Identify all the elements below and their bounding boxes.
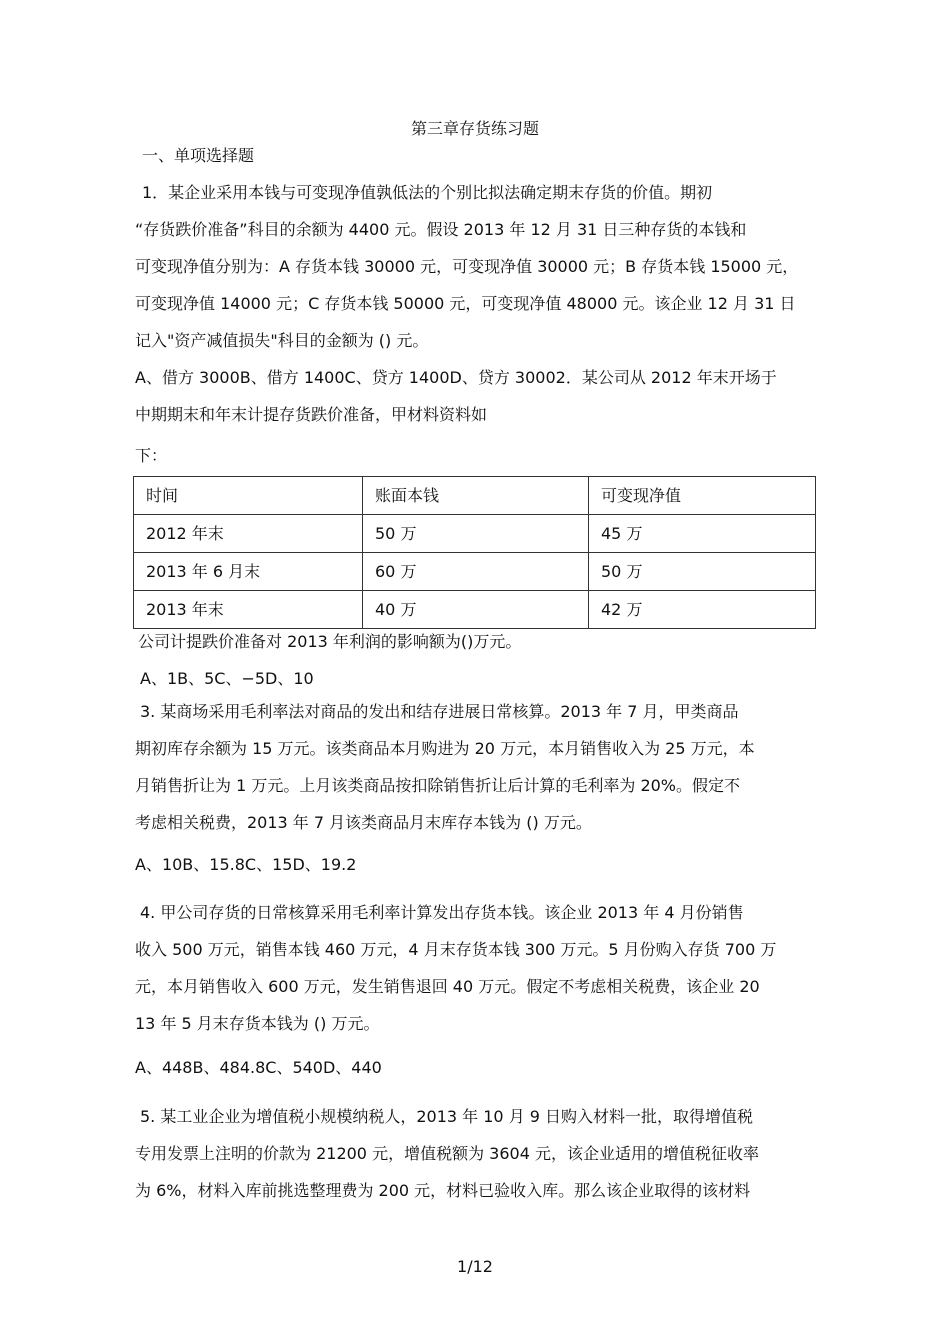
q3-line-4: 考虑相关税费，2013 年 7 月该类商品月末库存本钱为 () 万元。 [135, 813, 592, 832]
table-cell: 2013 年末 [134, 591, 363, 629]
q3-options: A、10B、15.8C、15D、19.2 [135, 855, 357, 874]
q1-line-1: 1．某企业采用本钱与可变现净值孰低法的个别比拟法确定期末存货的价值。期初 [142, 183, 713, 202]
table-header-cell: 可变现净值 [589, 477, 816, 515]
q2-options: A、1B、5C、−5D、10 [140, 669, 314, 688]
section-heading: 一、单项选择题 [142, 146, 255, 165]
q5-line-1: 5. 某工业企业为增值税小规模纳税人，2013 年 10 月 9 日购入材料一批，取得增值税 [140, 1107, 754, 1126]
document-title: 第三章存货练习题 [410, 119, 539, 138]
table-cell: 42 万 [589, 591, 816, 629]
q2-question-line: 公司计提跌价准备对 2013 年利润的影响额为()万元。 [138, 632, 522, 651]
q2-line-2: 中期期末和年末计提存货跌价准备，甲材料资料如 [135, 405, 488, 424]
q1-line-2: “存货跌价准备”科目的余额为 4400 元。假设 2013 年 12 月 31 日三种存货的本钱和 [135, 220, 747, 239]
table-row [134, 591, 816, 629]
q4-options: A、448B、484.8C、540D、440 [135, 1058, 382, 1077]
table-row [134, 515, 816, 553]
table-cell: 2012 年末 [134, 515, 363, 553]
q4-line-3: 元，本月销售收入 600 万元，发生销售退回 40 万元。假定不考虑相关税费，该企业 20 [135, 977, 760, 996]
q1-line-3: 可变现净值分别为：A 存货本钱 30000 元，可变现净值 30000 元；B 存货本钱 15000 元， [135, 257, 799, 276]
table-header-cell: 账面本钱 [363, 477, 589, 515]
table-cell: 50 万 [363, 515, 589, 553]
page-number: 1/12 [457, 1257, 493, 1276]
q1-options-q2-line-1: A、借方 3000B、借方 1400C、贷方 1400D、贷方 30002．某公司从 2012 年末开场于 [135, 368, 777, 387]
table-cell: 2013 年 6 月末 [134, 553, 363, 591]
q4-line-4: 13 年 5 月末存货本钱为 () 万元。 [135, 1014, 380, 1033]
table-cell: 40 万 [363, 591, 589, 629]
table-cell: 60 万 [363, 553, 589, 591]
q5-line-2: 专用发票上注明的价款为 21200 元，增值税额为 3604 元，该企业适用的增值税征收率 [135, 1144, 759, 1163]
q5-line-3: 为 6%，材料入库前挑选整理费为 200 元，材料已验收入库。那么该企业取得的该材料 [135, 1181, 751, 1200]
table-header-cell: 时间 [134, 477, 363, 515]
q3-line-2: 期初库存余额为 15 万元。该类商品本月购进为 20 万元，本月销售收入为 25 万元，本 [135, 739, 755, 758]
q1-line-4: 可变现净值 14000 元；C 存货本钱 50000 元，可变现净值 48000 元。该企业 12 月 31 日 [135, 294, 796, 313]
table-cell: 45 万 [589, 515, 816, 553]
q2-line-3: 下： [135, 446, 168, 465]
q4-line-1: 4. 甲公司存货的日常核算采用毛利率计算发出存货本钱。该企业 2013 年 4 月份销售 [140, 903, 744, 922]
q4-line-2: 收入 500 万元，销售本钱 460 万元，4 月末存货本钱 300 万元。5 月份购入存货 700 万 [135, 940, 777, 959]
table-cell: 50 万 [589, 553, 816, 591]
q3-line-1: 3. 某商场采用毛利率法对商品的发出和结存进展日常核算。2013 年 7 月，甲类商品 [140, 702, 739, 721]
table-header-row [134, 477, 816, 515]
q1-line-5: 记入"资产减值损失"科目的金额为 () 元。 [135, 331, 429, 350]
q3-line-3: 月销售折让为 1 万元。上月该类商品按扣除销售折让后计算的毛利率为 20%。假定不 [135, 776, 741, 795]
material-table [133, 476, 816, 629]
table-row [134, 553, 816, 591]
